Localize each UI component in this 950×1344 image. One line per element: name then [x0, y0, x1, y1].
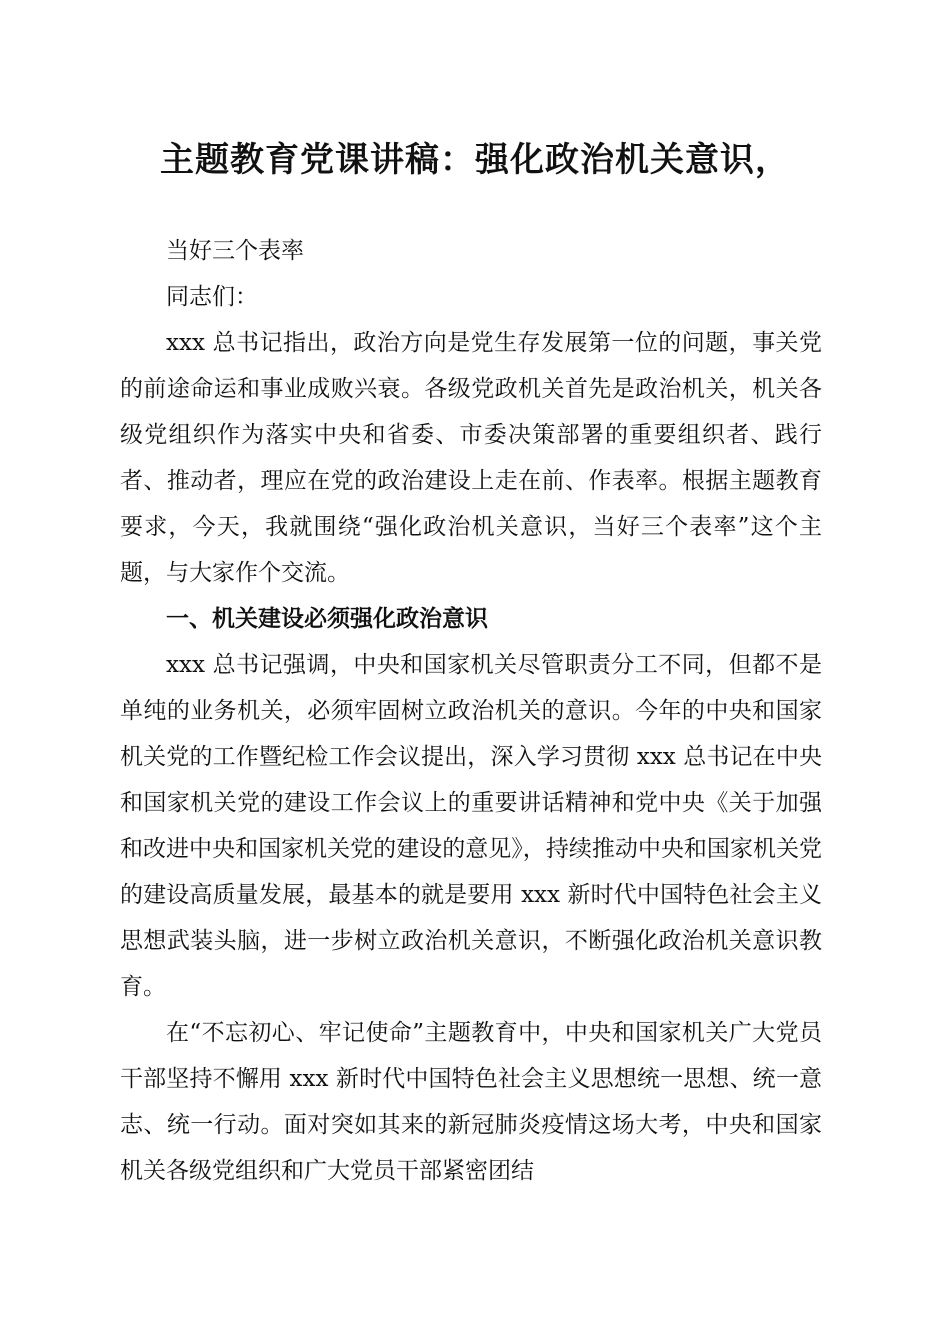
section-paragraph: xxx 总书记强调，中央和国家机关尽管职责分工不同，但都不是单纯的业务机关，必须牢固树立政治机关的意识。今年的中央和国家机关党的工作暨纪检工作会议提出，深入学习贯彻 xxx 总书记在中央和国家机关党的建设工作会议上的重要讲话精神和党中央《关于加强和改进中央和国家机关党的建设的意见》，持续推动中央和国家机关党的建设高质量发展，最基本的就是要用 xxx 新时代中国特色社会主义思想武装头脑，进一步树立政治机关意识，不断强化政治机关意识教育。 [120, 652, 822, 1000]
section-heading: 一、机关建设必须强化政治意识 [166, 606, 488, 632]
salutation: 同志们： [166, 284, 258, 310]
document-subtitle: 当好三个表率 [166, 238, 304, 264]
intro-paragraph: xxx 总书记指出，政治方向是党生存发展第一位的问题，事关党的前途命运和事业成败兴衰。各级党政机关首先是政治机关，机关各级党组织作为落实中央和省委、市委决策部署的重要组织者、践行者、推动者，理应在党的政治建设上走在前、作表率。根据主题教育要求，今天，我就围绕“强化政治机关意识，当好三个表率”这个主题，与大家作个交流。 [120, 330, 822, 586]
section-paragraph: 在“不忘初心、牢记使命”主题教育中，中央和国家机关广大党员干部坚持不懈用 xxx 新时代中国特色社会主义思想统一思想、统一意志、统一行动。面对突如其来的新冠肺炎疫情这场大考，中央和国家机关各级党组织和广大党员干部紧密团结 [120, 1020, 822, 1184]
document-body [120, 228, 822, 1194]
document-title: 主题教育党课讲稿：强化政治机关意识， [160, 140, 790, 180]
